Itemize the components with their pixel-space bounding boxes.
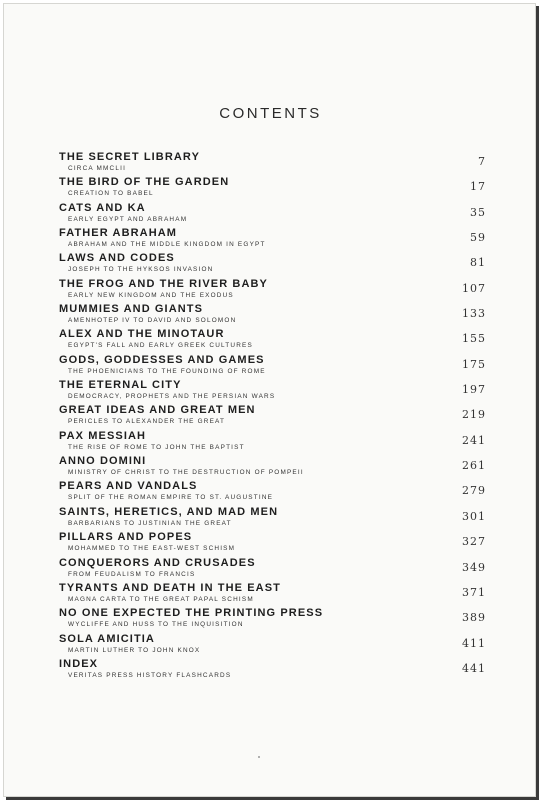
toc-entry (59, 633, 486, 658)
entry-title: CATS AND KA (59, 201, 146, 214)
toc-entry (59, 303, 486, 328)
entry-page-number: 155 (462, 332, 486, 346)
entry-subtitle: FROM FEUDALISM TO FRANCIS (68, 570, 196, 578)
toc-entry (59, 151, 486, 176)
contents-heading: CONTENTS (219, 105, 322, 122)
entry-subtitle: MAGNA CARTA TO THE GREAT PAPAL SCHISM (68, 595, 254, 603)
entry-title: PEARS AND VANDALS (59, 480, 198, 493)
page-mark (258, 756, 260, 758)
entry-subtitle: CIRCA MMCLII (68, 165, 127, 172)
entry-subtitle: VERITAS PRESS HISTORY FLASHCARDS (68, 671, 232, 679)
entry-title: THE ETERNAL CITY (59, 379, 182, 392)
entry-page-number: 261 (462, 459, 486, 473)
entry-subtitle: MINISTRY OF CHRIST TO THE DESTRUCTION OF POMPEII (68, 469, 304, 477)
entry-subtitle: CREATION TO BABEL (68, 190, 154, 198)
entry-title: THE SECRET LIBRARY (59, 151, 201, 163)
entry-title: MUMMIES AND GIANTS (59, 303, 204, 316)
entry-title: FATHER ABRAHAM (59, 227, 178, 240)
toc-entry (59, 531, 486, 556)
toc-entry (59, 379, 486, 404)
entry-subtitle: MARTIN LUTHER TO JOHN KNOX (68, 646, 201, 654)
toc-entry (59, 252, 486, 277)
entry-title: INDEX (59, 657, 99, 670)
entry-subtitle: THE PHOENICIANS TO THE FOUNDING OF ROME (68, 367, 266, 375)
entry-page-number: 241 (462, 433, 486, 447)
toc-entry (59, 582, 486, 607)
entry-title: THE FROG AND THE RIVER BABY (59, 277, 268, 290)
toc-entry (59, 506, 486, 531)
toc-entry (59, 607, 486, 632)
entry-page-number: 81 (470, 256, 486, 270)
entry-page-number: 441 (462, 661, 486, 675)
toc-entry (59, 658, 486, 683)
entry-subtitle: THE RISE OF ROME TO JOHN THE BAPTIST (68, 443, 245, 451)
entry-page-number: 35 (470, 205, 486, 219)
entry-title: SOLA AMICITIA (59, 632, 155, 645)
toc-entry (59, 202, 486, 227)
entry-title: NO ONE EXPECTED THE PRINTING PRESS (59, 607, 324, 620)
entry-subtitle: EARLY NEW KINGDOM AND THE EXODUS (68, 291, 234, 299)
entry-subtitle: ABRAHAM AND THE MIDDLE KINGDOM IN EGYPT (68, 241, 266, 249)
entry-title: LAWS AND CODES (59, 252, 175, 265)
entry-subtitle: BARBARIANS TO JUSTINIAN THE GREAT (68, 519, 232, 527)
entry-page-number: 349 (462, 560, 486, 574)
entry-page-number: 133 (462, 307, 486, 321)
entry-subtitle: PERICLES TO ALEXANDER THE GREAT (68, 418, 226, 426)
entry-page-number: 301 (462, 509, 486, 523)
entry-page-number: 411 (462, 636, 486, 650)
table-of-contents (59, 151, 486, 683)
toc-entry (59, 328, 486, 353)
toc-entry (59, 430, 486, 455)
entry-subtitle: WYCLIFFE AND HUSS TO THE INQUISITION (68, 621, 244, 629)
entry-subtitle: DEMOCRACY, PROPHETS AND THE PERSIAN WARS (68, 393, 276, 401)
entry-title: SAINTS, HERETICS, AND MAD MEN (59, 505, 279, 518)
entry-subtitle: EARLY EGYPT AND ABRAHAM (68, 215, 188, 223)
entry-title: CONQUERORS AND CRUSADES (59, 556, 256, 569)
entry-title: GODS, GODDESSES AND GAMES (59, 353, 265, 366)
entry-page-number: 371 (462, 585, 486, 599)
entry-page-number: 279 (462, 484, 486, 498)
entry-page-number: 175 (462, 357, 486, 371)
entry-subtitle: MOHAMMED TO THE EAST-WEST SCHISM (68, 545, 236, 553)
entry-title: PILLARS AND POPES (59, 531, 193, 544)
entry-title: ALEX AND THE MINOTAUR (59, 328, 225, 341)
entry-subtitle: EGYPT'S FALL AND EARLY GREEK CULTURES (68, 342, 253, 350)
entry-page-number: 7 (478, 155, 486, 168)
toc-entry (59, 404, 486, 429)
toc-entry (59, 557, 486, 582)
toc-entry (59, 278, 486, 303)
entry-page-number: 327 (462, 535, 486, 549)
entry-subtitle: AMENHOTEP IV TO DAVID AND SOLOMON (68, 317, 237, 325)
toc-entry (59, 480, 486, 505)
entry-page-number: 389 (462, 611, 486, 625)
entry-page-number: 59 (470, 231, 486, 245)
entry-title: GREAT IDEAS AND GREAT MEN (59, 404, 256, 417)
entry-title: THE BIRD OF THE GARDEN (59, 176, 230, 189)
toc-entry (59, 176, 486, 201)
entry-page-number: 107 (462, 281, 486, 295)
entry-page-number: 197 (462, 383, 486, 397)
entry-title: ANNO DOMINI (59, 455, 147, 468)
entry-title: PAX MESSIAH (59, 429, 147, 442)
toc-entry (59, 455, 486, 480)
entry-page-number: 219 (462, 408, 486, 422)
entry-page-number: 17 (470, 180, 486, 194)
toc-entry (59, 354, 486, 379)
entry-subtitle: JOSEPH TO THE HYKSOS INVASION (68, 266, 214, 274)
entry-subtitle: SPLIT OF THE ROMAN EMPIRE TO ST. AUGUSTINE (68, 494, 274, 502)
entry-title: TYRANTS AND DEATH IN THE EAST (59, 581, 281, 594)
toc-entry (59, 227, 486, 252)
